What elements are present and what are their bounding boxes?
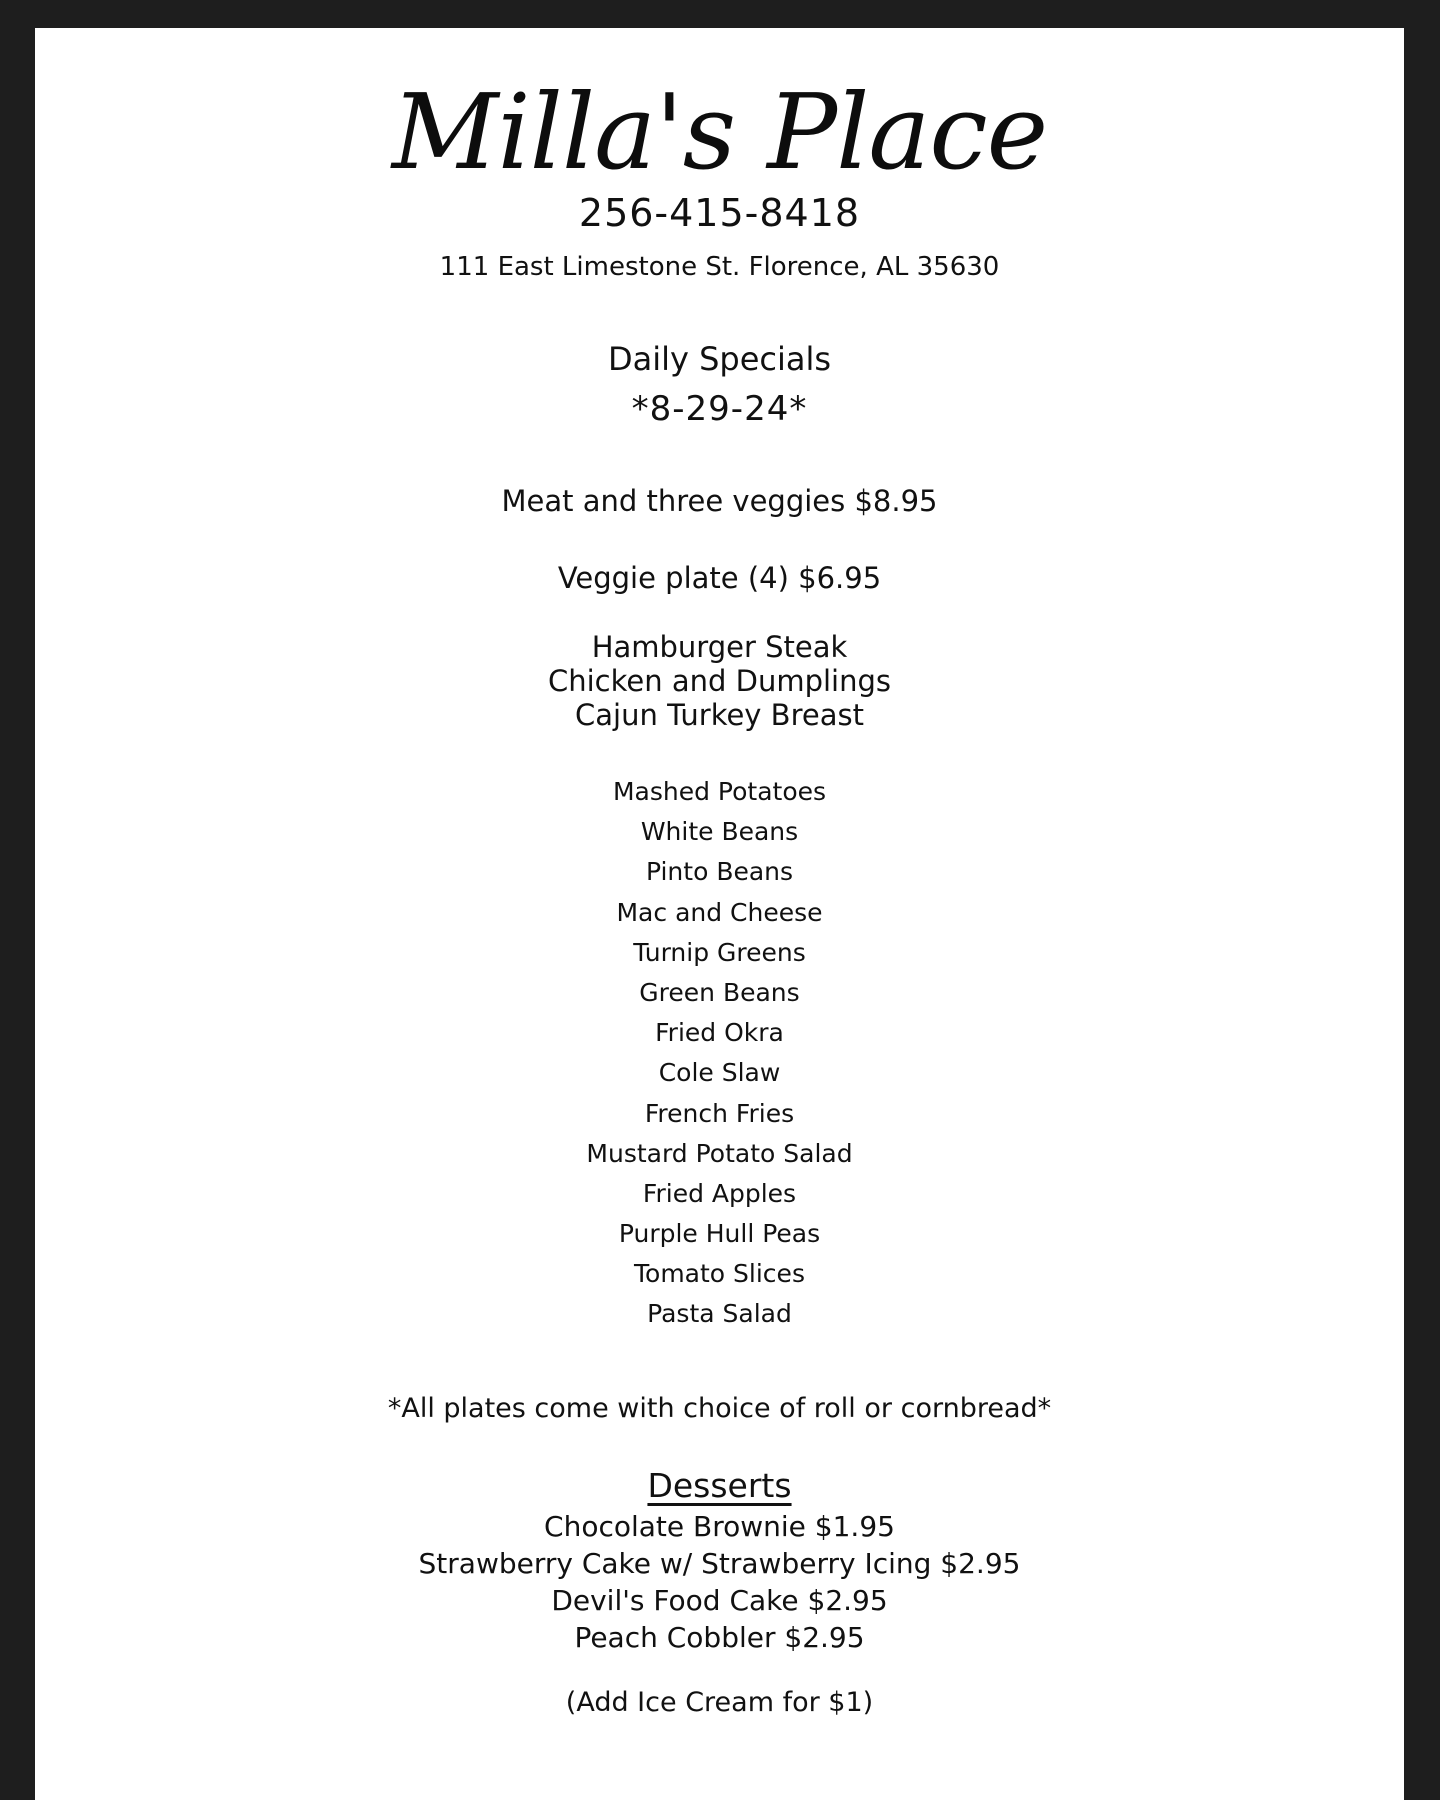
veggie-item: Pasta Salad [647,1299,792,1329]
dessert-item: Devil's Food Cake $2.95 [551,1584,888,1617]
veggie-item: Pinto Beans [645,857,794,887]
veggie-item: Mustard Potato Salad [586,1138,853,1168]
ice-cream-addon: (Add Ice Cream for $1) [565,1687,874,1718]
dessert-item: Strawberry Cake w/ Strawberry Icing $2.95 [418,1547,1021,1580]
plates-note: *All plates come with choice of roll or cornbread* [387,1393,1052,1424]
veggie-item: Fried Okra [655,1018,784,1048]
main-item: Chicken and Dumplings [548,664,891,698]
veggie-item: Mac and Cheese [616,897,823,927]
veggie-item: Tomato Slices [634,1259,805,1289]
plate-price-meat-three: Meat and three veggies $8.95 [501,484,938,518]
veggie-item: Fried Apples [642,1178,797,1208]
phone-number: 256-415-8418 [578,191,861,235]
specials-date: *8-29-24* [631,389,808,429]
veggie-item: French Fries [644,1098,795,1128]
veggie-item: Green Beans [639,977,800,1007]
main-item: Cajun Turkey Breast [575,698,864,732]
veggie-item: White Beans [640,817,799,847]
restaurant-name: Milla's Place [391,71,1048,193]
plate-price-veggie: Veggie plate (4) $6.95 [557,561,882,595]
desserts-heading-row [35,1466,1404,1505]
desserts-heading: Desserts [647,1466,792,1505]
veggie-item: Cole Slaw [658,1058,781,1088]
veggies-list [35,779,1404,1342]
menu-page [35,28,1404,1800]
main-item: Hamburger Steak [591,630,848,664]
desserts-list [35,1510,1404,1661]
veggie-item: Purple Hull Peas [618,1219,821,1249]
dessert-item: Peach Cobbler $2.95 [574,1621,865,1654]
veggie-item: Turnip Greens [633,937,806,967]
dessert-item: Chocolate Brownie $1.95 [544,1510,895,1543]
veggie-item: Mashed Potatoes [612,777,827,806]
daily-specials-heading: Daily Specials [607,340,832,378]
mains-list [35,630,1404,735]
address: 111 East Limestone St. Florence, AL 35630 [439,252,1000,282]
